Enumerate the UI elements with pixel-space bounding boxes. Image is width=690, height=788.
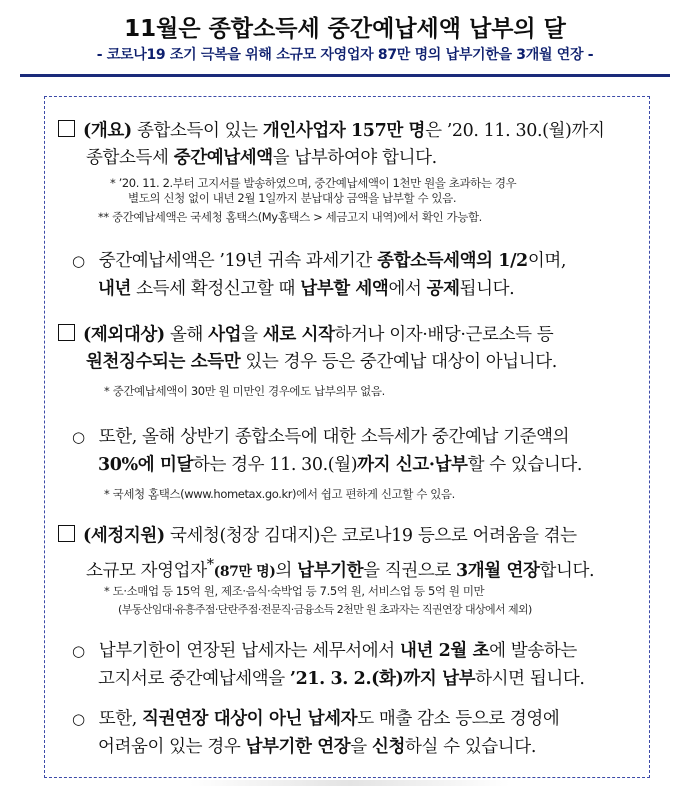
page-title: 11월은 종합소득세 중간예납세액 납부의 달 [124, 16, 566, 42]
circle-bullet-icon: ○ [72, 642, 85, 660]
exclusion-note-2: * 국세청 홈택스(www.hometax.go.kr)에서 쉽고 편하게 신고할 수 있음. [104, 487, 455, 501]
support-note-2: (부동산임대·유흥주점·단란주점·전문직·금융소득 2천만 원 초과자는 직권연장 대상에서 제외) [118, 603, 532, 616]
asterisk-icon: * [110, 176, 116, 190]
support-heading: (세정지원) [83, 526, 165, 546]
overview-line-2: 종합소득세 중간예납세액을 납부하여야 합니다. [86, 148, 437, 168]
double-asterisk-icon: ** [98, 210, 109, 224]
overview-note-1: * ’20. 11. 2.부터 고지서를 발송하였으며, 중간예납세액이 1천만 원을 초과하는 경우 [110, 176, 517, 190]
square-bullet-icon [58, 525, 75, 542]
overview-sub-line-1: ○ 중간예납세액은 ’19년 귀속 과세기간 종합소득세액의 1/2이며, [72, 248, 566, 275]
overview-line-1: (개요) 종합소득이 있는 개인사업자 157만 명은 ’20. 11. 30.(월)까지 [58, 118, 604, 145]
support-sub2-line-2: 어려움이 있는 경우 납부기한 연장을 신청하실 수 있습니다. [98, 737, 536, 757]
asterisk-icon: * [104, 584, 110, 598]
overview-note-1-cont: 별도의 신청 없이 내년 2월 1일까지 분납대상 금액을 납부할 수 있음. [128, 191, 457, 205]
title-divider [20, 74, 670, 77]
support-line-2: 소규모 자영업자*(87만 명)의 납부기한을 직권으로 3개월 연장합니다. [86, 556, 595, 581]
exclusion-heading: (제외대상) [83, 325, 165, 345]
support-sub2-line-1: ○ 또한, 직권연장 대상이 아닌 납세자도 매출 감소 등으로 경영에 [72, 706, 559, 733]
asterisk-icon: * [104, 384, 110, 398]
square-bullet-icon [58, 324, 75, 341]
overview-sub-line-2: 내년 소득세 확정신고할 때 납부할 세액에서 공제됩니다. [98, 279, 515, 299]
exclusion-sub-line-2: 30%에 미달하는 경우 11. 30.(월)까지 신고·납부할 수 있습니다. [98, 455, 583, 475]
square-bullet-icon [58, 120, 75, 137]
support-line-1: (세정지원) 국세청(청장 김대지)은 코로나19 등으로 어려움을 겪는 [58, 523, 577, 550]
exclusion-line-1: (제외대상) 올해 사업을 새로 시작하거나 이자·배당·근로소득 등 [58, 322, 553, 349]
overview-note-2: ** 중간예납세액은 국세청 홈택스(My홈택스 > 세금고지 내역)에서 확인 가능함. [98, 210, 482, 224]
bottom-fade [190, 780, 510, 786]
support-note-1: * 도·소매업 등 15억 원, 제조·음식·숙박업 등 7.5억 원, 서비스업 등 5억 원 미만 [104, 584, 485, 598]
overview-heading: (개요) [83, 121, 132, 141]
circle-bullet-icon: ○ [72, 252, 85, 270]
page-subtitle: - 코로나19 조기 극복을 위해 소규모 자영업자 87만 명의 납부기한을 3개월 연장 - [96, 47, 594, 63]
asterisk-icon: * [206, 556, 214, 573]
exclusion-line-2: 원천징수되는 소득만 있는 경우 등은 중간예납 대상이 아닙니다. [86, 352, 557, 372]
exclusion-sub-line-1: ○ 또한, 올해 상반기 종합소득에 대한 소득세가 중간예납 기준액의 [72, 424, 569, 451]
circle-bullet-icon: ○ [72, 428, 85, 446]
asterisk-icon: * [104, 487, 110, 501]
exclusion-note-1: * 중간예납세액이 30만 원 미만인 경우에도 납부의무 없음. [104, 384, 385, 398]
support-sub1-line-2: 고지서로 중간예납세액을 ’21. 3. 2.(화)까지 납부하시면 됩니다. [98, 669, 585, 689]
circle-bullet-icon: ○ [72, 710, 85, 728]
support-sub1-line-1: ○ 납부기한이 연장된 납세자는 세무서에서 내년 2월 초에 발송하는 [72, 638, 577, 665]
